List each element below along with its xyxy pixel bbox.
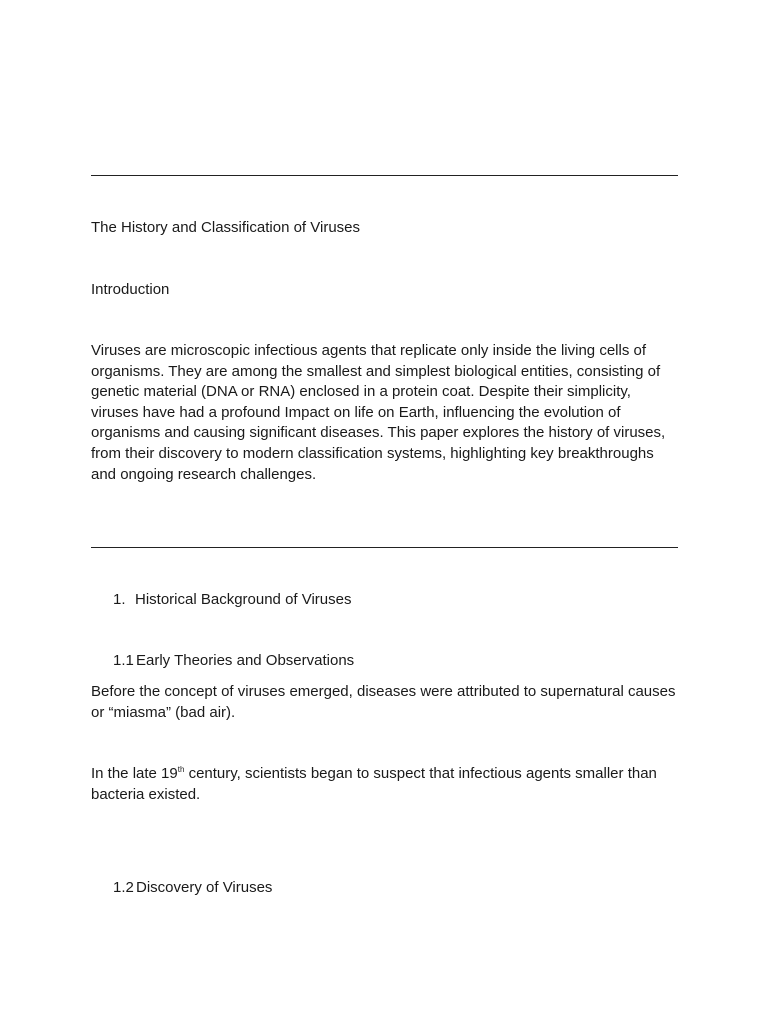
section-title: Historical Background of Viruses (135, 591, 352, 608)
section-1-2-heading (113, 878, 272, 898)
section-title: Early Theories and Observations (136, 652, 355, 669)
horizontal-rule-middle (91, 547, 678, 548)
intro-paragraph (91, 341, 691, 485)
intro-line: and ongoing research challenges. (91, 465, 317, 483)
section-1-heading (113, 590, 352, 610)
intro-line: from their discovery to modern classification systems, highlighting key breakthroughs (91, 444, 654, 462)
section-1-1-paragraph-1 (91, 682, 691, 723)
text-prefix: In the late 19 (91, 765, 178, 782)
text-rest: century, scientists began to suspect that infectious agents smaller than (184, 765, 657, 782)
intro-heading: Introduction (91, 281, 170, 298)
section-number: 1.1 (113, 652, 134, 669)
section-title: Discovery of Viruses (136, 879, 273, 896)
intro-line: Viruses are microscopic infectious agents that replicate only inside the living cells of (91, 342, 646, 359)
intro-line: organisms and causing significant diseases. This paper explores the history of viruses, (91, 424, 666, 442)
intro-line: viruses have had a profound Impact on life on Earth, influencing the evolution of (91, 403, 621, 421)
section-1-1-heading (113, 651, 354, 671)
document-title: The History and Classification of Viruses (91, 219, 361, 236)
section-number: 1.2 (113, 879, 134, 896)
paragraph-line: bacteria existed. (91, 785, 201, 803)
paragraph-line (91, 764, 691, 785)
horizontal-rule-top (91, 175, 678, 176)
intro-line: genetic material (DNA or RNA) enclosed in a protein coat. Despite their simplicity, (91, 383, 631, 401)
section-number: 1. (113, 591, 126, 608)
intro-line: organisms. They are among the smallest and simplest biological entities, consisting of (91, 362, 661, 380)
ordinal-suffix: th (177, 765, 185, 774)
paragraph-line: or “miasma” (bad air). (91, 703, 236, 721)
section-1-1-paragraph-2 (91, 764, 691, 805)
paragraph-line: Before the concept of viruses emerged, diseases were attributed to supernatural causes (91, 683, 676, 700)
